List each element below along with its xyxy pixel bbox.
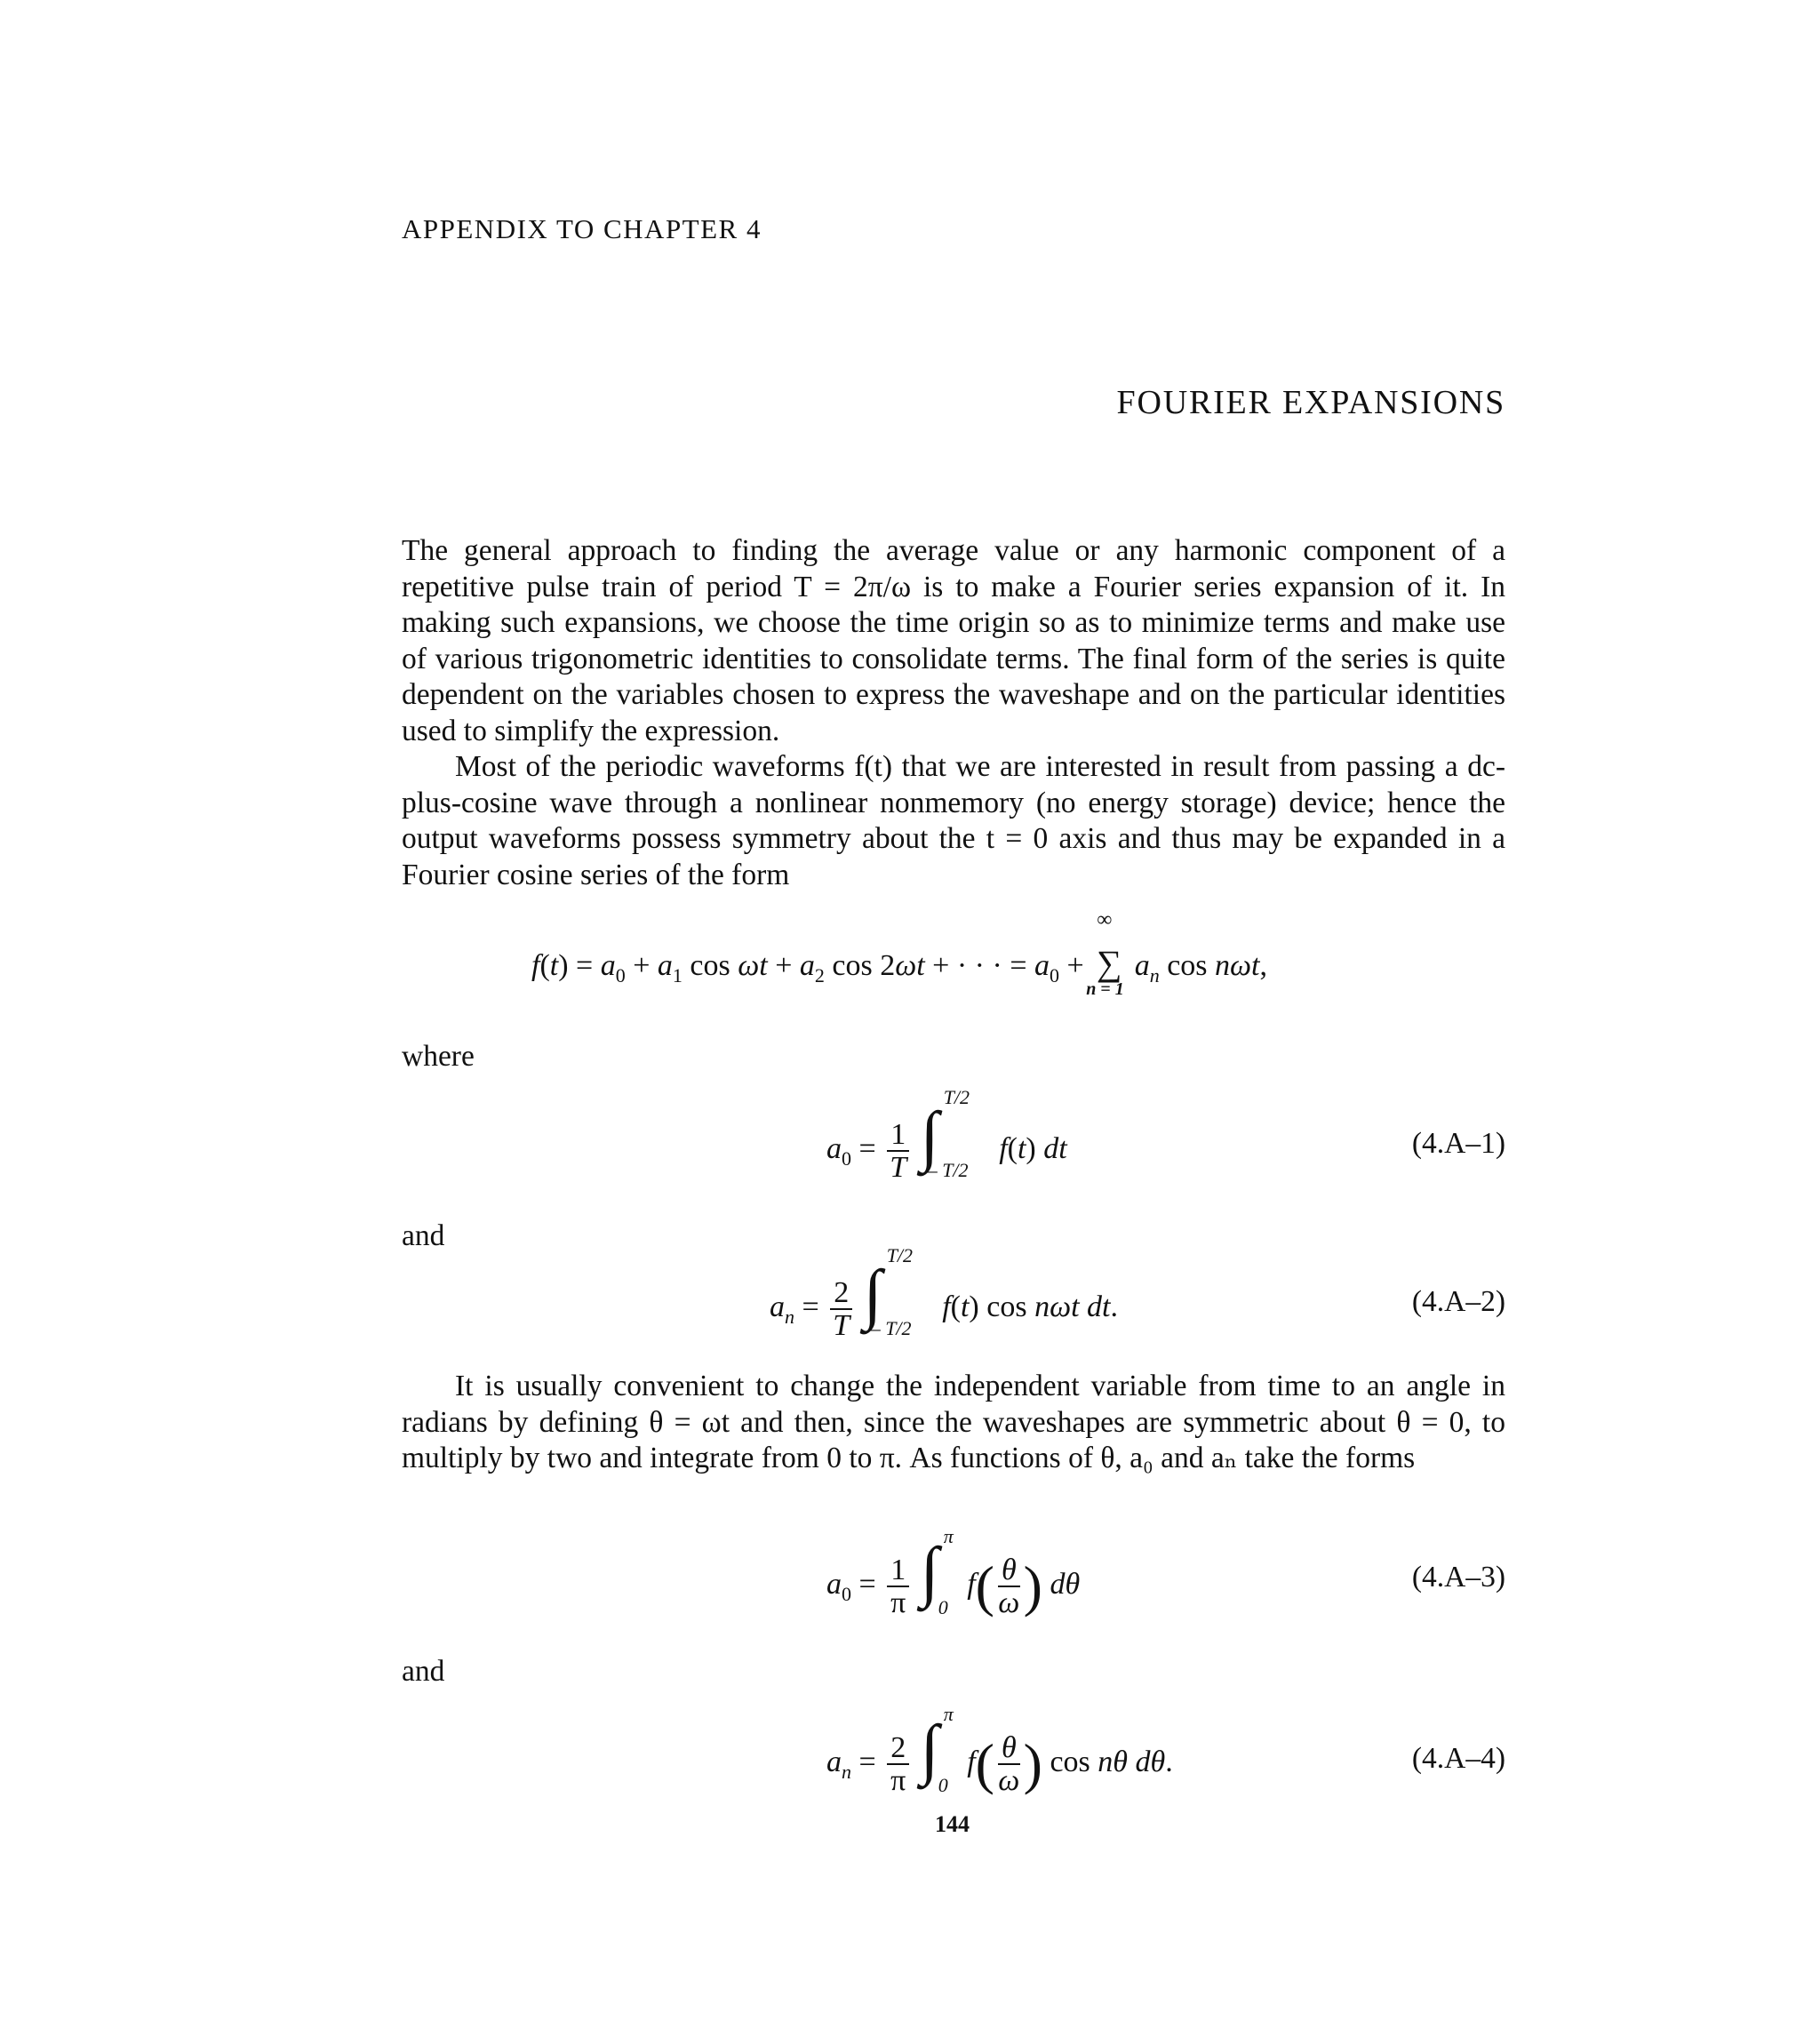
equation-number-4A1: (4.A–1) <box>1411 1127 1505 1160</box>
body-text-block-2 <box>402 1369 1505 1477</box>
fraction: $\frac{1}{T}$ <box>887 1119 909 1184</box>
body-text-block-1 <box>402 533 1505 893</box>
equation-number-4A2: (4.A–2) <box>1411 1285 1505 1318</box>
fraction: $\frac{\theta}{\omega}$ <box>998 1730 1020 1798</box>
integral-sign: ∫ <box>920 1098 939 1173</box>
page-number: 144 <box>935 1811 970 1837</box>
series-equation: $f(t) = a_0 + a_1$ $\cos \omega t + a_2$ cos 2ωt + · · · = $a_0$ + ∞ ∑ n = 1 $a_n$ cos nωt, <box>531 908 1267 999</box>
fraction: $\frac{2}{T}$ <box>830 1277 852 1342</box>
fraction: $\frac{2}{\pi}$ <box>887 1732 909 1797</box>
word-and-2: and <box>402 1655 445 1688</box>
sum-lower-limit: n = 1 <box>1086 979 1124 999</box>
equation-number-4A3: (4.A–3) <box>1411 1561 1505 1594</box>
equation-4A1: $a_0$ = $\frac{1}{T}$ ∫ T/2 – T/2 f(t) dt <box>826 1086 1067 1185</box>
fraction: $\frac{1}{\pi}$ <box>887 1554 909 1619</box>
equation-4A3: $a_0$ = $\frac{1}{\pi}$ ∫ π 0 f( $\frac{\theta}{\omega}$ ) dθ <box>826 1525 1081 1620</box>
equation-4A2: $a_n$ = $\frac{2}{T}$ ∫ T/2 – T/2 f(t) cos nωt dt. <box>770 1244 1118 1343</box>
section-title: FOURIER EXPANSIONS <box>1116 384 1505 421</box>
integral-sign: ∫ <box>920 1712 939 1786</box>
word-where: where <box>402 1040 475 1073</box>
fraction: $\frac{\theta}{\omega}$ <box>998 1553 1020 1620</box>
equation-number-4A4: (4.A–4) <box>1411 1742 1505 1775</box>
integral-sign: ∫ <box>920 1534 939 1609</box>
running-header: APPENDIX TO CHAPTER 4 <box>402 213 762 244</box>
word-and-1: and <box>402 1219 445 1252</box>
sum-sign: ∑ <box>1096 943 1122 983</box>
equation-4A4: $a_n$ = $\frac{2}{\pi}$ ∫ π 0 f( $\frac{\theta}{\omega}$ ) cos nθ dθ. <box>826 1703 1173 1798</box>
sum-upper-limit: ∞ <box>1097 908 1113 931</box>
paragraph-3: It is usually convenient to change the independent variable from time to an angle in radians by defining θ = ωt and then, since the waveshapes are symmetric about θ = 0, to multiply by two and integrate from 0 to π. As functions of θ, a₀ and aₙ take the forms <box>402 1370 1505 1474</box>
integral-sign: ∫ <box>863 1257 882 1331</box>
paragraph-1: The general approach to finding the average value or any harmonic component of a repetitive pulse train of period T = 2π/ω is to make a Fourier series expansion of it. In making such expansions, we choose the time origin so as to minimize terms and make use of various trigonometric identities to consolidate terms. The final form of the series is quite dependent on the variables chosen to express the waveshape and on the particular identities used to simplify the expression. <box>402 534 1505 747</box>
paragraph-2: Most of the periodic waveforms f(t) that we are interested in result from passing a dc-plus-cosine wave through a nonlinear nonmemory (no energy storage) device; hence the output waveforms possess symmetry about the t = 0 axis and thus may be expanded in a Fourier cosine series of the form <box>402 750 1505 891</box>
